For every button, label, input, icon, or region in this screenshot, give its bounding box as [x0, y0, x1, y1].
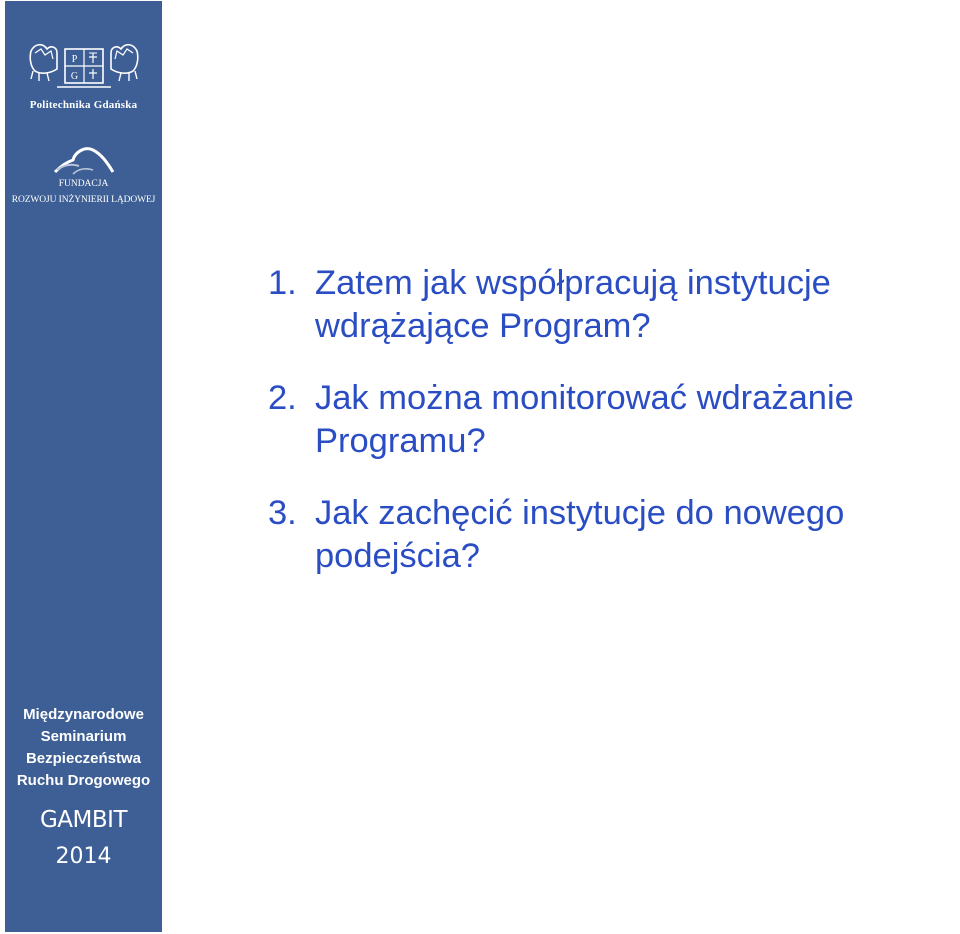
bridge-arch-icon	[53, 146, 115, 178]
question-item	[268, 492, 958, 578]
foundation-name-line1: FUNDACJA	[58, 179, 109, 189]
politechnika-logo	[5, 39, 162, 119]
questions-list	[268, 262, 958, 607]
foundation-name-line2: ROZWOJU INŻYNIERII LĄDOWEJ	[11, 195, 156, 205]
foundation-logo	[5, 146, 162, 211]
seminar-line: Międzynarodowe	[23, 706, 144, 723]
seminar-line: Bezpieczeństwa	[25, 750, 142, 767]
question-text-line: Zatem jak współpracują instytucje	[315, 264, 831, 302]
seminar-line: Seminarium	[40, 728, 127, 745]
event-name: GAMBIT	[39, 807, 127, 833]
question-text-line: Programu?	[315, 422, 486, 460]
question-number: 3.	[268, 494, 297, 532]
logo-letter-g: G	[70, 71, 79, 82]
seminar-title	[5, 704, 162, 792]
question-text-line: Jak można monitorować wdrażanie	[315, 379, 854, 417]
sidebar	[5, 1, 162, 932]
question-number: 2.	[268, 379, 297, 417]
seminar-line: Ruchu Drogowego	[16, 772, 151, 789]
question-text-line: Jak zachęcić instytucje do nowego	[315, 494, 845, 532]
question-item	[268, 262, 958, 348]
question-text-line: podejścia?	[315, 537, 480, 575]
question-text-line: wdrążające Program?	[315, 307, 651, 345]
question-number: 1.	[268, 264, 297, 302]
event-year: 2014	[55, 844, 112, 869]
question-item	[268, 377, 958, 463]
logo-letter-p: P	[71, 54, 78, 65]
university-name: Politechnika Gdańska	[29, 99, 138, 111]
griffins-crest-icon	[27, 39, 141, 95]
